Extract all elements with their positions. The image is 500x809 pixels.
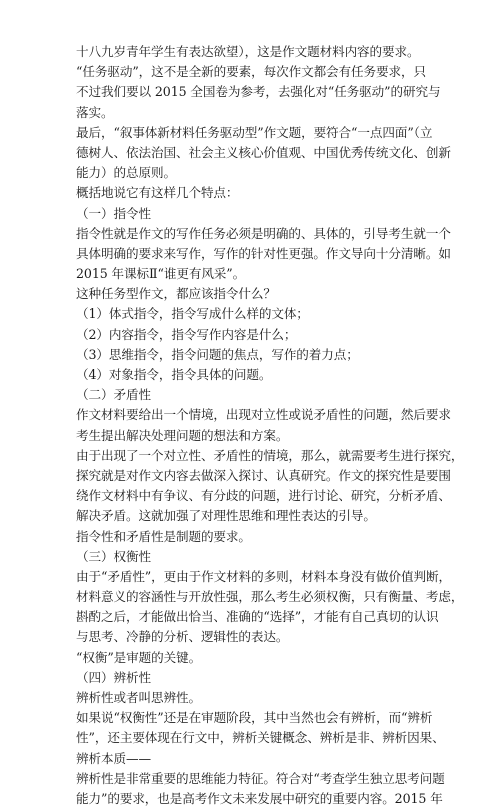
- list-item: （4）对象指令，指令具体的问题。: [76, 367, 272, 382]
- text-line: “权衡”是审题的关键。: [76, 649, 202, 665]
- text-line: 作文材料要给出一个情境，出现对立性或说矛盾性的问题，然后要求: [76, 407, 451, 423]
- list-item: （3）思维指令，指令问题的焦点，写作的着力点；: [76, 346, 359, 362]
- text-line: 德树人、依法治国、社会主义核心价值观、中国优秀传统文化、创新: [76, 144, 451, 160]
- text-line: “任务驱动”，这不是全新的要素，每次作文都会有任务要求，只: [76, 64, 427, 80]
- text-line: 与思考、冷静的分析、逻辑性的表达。: [76, 629, 289, 645]
- text-line: 绕作文材料中有争议、有分歧的问题，进行讨论、研究，分析矛盾、: [76, 488, 451, 504]
- text-line: 不过我们要以 2015 全国卷为参考，去强化对“任务驱动”的研究与: [76, 84, 441, 100]
- text-line: 这种任务型作文，都应该指令什么？: [76, 286, 276, 302]
- text-line: 指令性就是作文的写作任务必须是明确的、具体的，引导考生就一个: [76, 225, 451, 241]
- section-heading: （四）辨析性: [76, 669, 151, 685]
- text-line: 考生提出解决处理问题的想法和方案。: [76, 427, 289, 443]
- text-line: 由于“矛盾性”，更由于作文材料的多则，材料本身没有做价值判断，: [76, 568, 451, 584]
- text-line: 探究就是对作文内容去做深入探讨、认真研究。作文的探究性是要围: [76, 467, 451, 483]
- section-heading: （三）权衡性: [76, 548, 151, 564]
- text-line: 最后，“叙事体新材料任务驱动型”作文题，要符合“一点四面”（立: [76, 124, 433, 140]
- text-line: 能力”的要求，也是高考作文未来发展中研究的重要内容。2015 年: [76, 790, 443, 806]
- text-line: 2015 年课标Ⅱ“谁更有风采”。: [76, 266, 246, 282]
- text-line: 性”，还主要体现在行文中，辨析关键概念、辨析是非、辨析因果、: [76, 730, 445, 746]
- list-item: （1）体式指令，指令写成什么样的文体；: [76, 306, 309, 322]
- text-line: 辨析性或者叫思辨性。: [76, 690, 201, 705]
- section-heading: （二）矛盾性: [76, 387, 151, 403]
- text-line: 指令性和矛盾性是制题的要求。: [76, 528, 251, 544]
- text-line: 具体明确的要求来写作，写作的针对性更强。作文导向十分清晰。如: [76, 245, 451, 261]
- text-line: 解决矛盾。这就加强了对理性思维和理性表达的引导。: [76, 508, 376, 524]
- list-item: （2）内容指令，指令写作内容是什么；: [76, 326, 297, 342]
- text-line: 辨析本质——: [76, 750, 151, 766]
- text-line: 材料意义的容涵性与开放性强，那么考生必须权衡，只有衡量、考虑，: [76, 589, 464, 605]
- text-line: 斟酌之后，才能做出恰当、准确的“选择”，才能有自己真切的认识: [76, 609, 439, 625]
- text-line: 概括地说它有这样几个特点：: [76, 185, 239, 201]
- document-body: [76, 42, 464, 809]
- text-line: 辨析性是非常重要的思维能力特征。符合对“考查学生独立思考问题: [76, 770, 445, 786]
- text-line: 由于出现了一个对立性、矛盾性的情境，那么，就需要考生进行探究，: [76, 447, 464, 463]
- section-heading: （一）指令性: [76, 205, 151, 221]
- text-line: 十八九岁青年学生有表达欲望），这是作文题材料内容的要求。: [76, 44, 420, 59]
- text-line: 如果说“权衡性”还是在审题阶段，其中当然也会有辨析，而“辨析: [76, 710, 433, 726]
- text-line: 落实。: [76, 104, 114, 120]
- text-line: 能力）的总原则。: [76, 165, 176, 181]
